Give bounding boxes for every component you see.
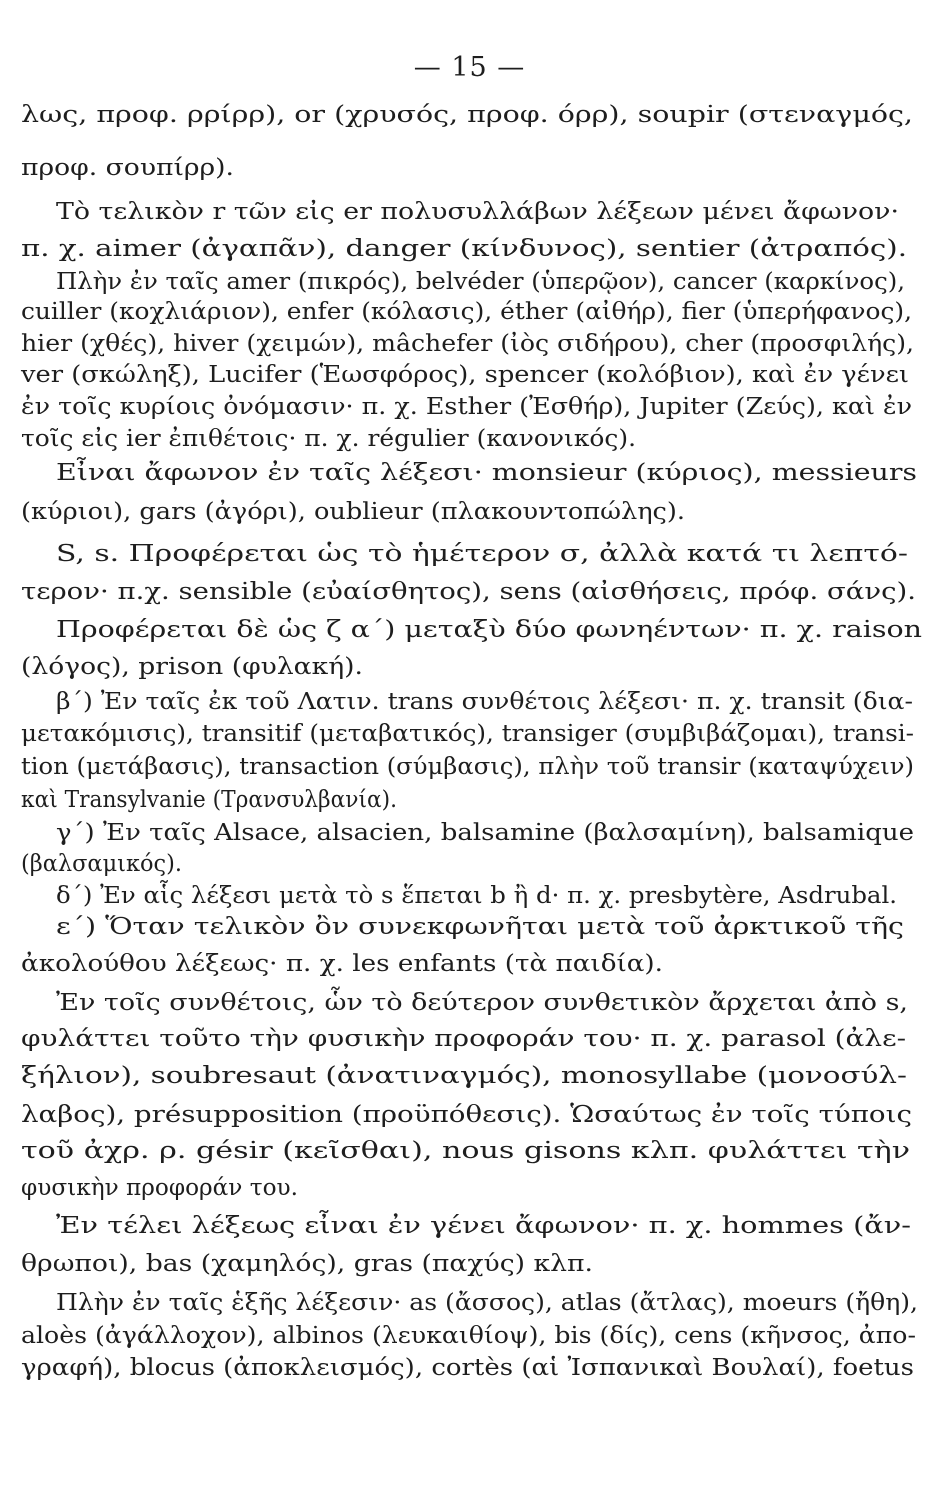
text-line: Τὸ τελικὸν r τῶν εἰς er πολυσυλλάβων λέξεων μένει ἄφωνον· [56, 197, 899, 225]
page-number: — 15 — [413, 52, 526, 83]
text-line: τοῦ ἀχρ. ρ. gésir (κεῖσθαι), nous gisons κλπ. φυλάττει τὴν [21, 1136, 911, 1164]
text-line: γ΄) Ἐν ταῖς Alsace, alsacien, balsamine (βαλσαμίνη), balsamique [56, 818, 915, 846]
text-line: cuiller (κοχλιάριον), enfer (κόλασις), éther (αἰθήρ), fier (ὑπερήφανος), [21, 297, 912, 325]
text-line: Ἐν τοῖς συνθέτοις, ὧν τὸ δεύτερον συνθετικὸν ἄρχεται ἀπὸ s, [56, 988, 908, 1016]
text-line: tion (μετάβασις), transaction (σύμβασις), πλὴν τοῦ transir (καταψύχειν) [21, 752, 914, 780]
text-line: τερον· π.χ. sensible (εὐαίσθητος), sens (αἰσθήσεις, πρόφ. σάνς). [21, 577, 916, 605]
text-line: δ΄) Ἐν αἷς λέξεσι μετὰ τὸ s ἕπεται b ἢ d· π. χ. presbytère, Asdrubal. [56, 881, 898, 909]
text-line: θρωποι), bas (χαμηλός), gras (παχύς) κλπ. [21, 1249, 593, 1277]
text-line: hier (χθές), hiver (χειμών), mâchefer (ἰὸς σιδήρου), cher (προσφιλής), [21, 329, 914, 357]
text-line: aloès (ἀγάλλοχον), albinos (λευκαιθίοψ), bis (δίς), cens (κῆνσος, ἀπο- [21, 1321, 916, 1349]
text-line: ver (σκώληξ), Lucifer (Ἑωσφόρος), spencer (κολόβιον), καὶ ἐν γένει [21, 360, 910, 388]
text-line: λως, προφ. ρρίρρ), or (χρυσός, προφ. όρρ), soupir (στεναγμός, [21, 100, 913, 128]
text-line: Πλὴν ἐν ταῖς ἑξῆς λέξεσιν· as (ἄσσος), atlas (ἄτλας), moeurs (ἤθη), [56, 1288, 918, 1316]
text-line: S, s. Προφέρεται ὡς τὸ ἡμέτερον σ, ἀλλὰ κατά τι λεπτό- [56, 539, 908, 567]
text-line: λαβος), présupposition (προϋπόθεσις). Ὡσαύτως ἐν τοῖς τύποις [21, 1100, 912, 1128]
text-line: Ἐν τέλει λέξεως εἶναι ἐν γένει ἄφωνον· π. χ. hommes (ἄν- [56, 1211, 911, 1239]
text-line: β΄) Ἐν ταῖς ἐκ τοῦ Λατιν. trans συνθέτοις λέξεσι· π. χ. transit (δια- [56, 687, 913, 715]
text-line: προφ. σουπίρρ). [21, 153, 235, 181]
text-line: φυσικὴν προφοράν του. [21, 1173, 298, 1201]
text-line: π. χ. aimer (ἀγαπᾶν), danger (κίνδυνος), sentier (ἀτραπός). [21, 234, 908, 262]
text-line: φυλάττει τοῦτο τὴν φυσικὴν προφοράν του· π. χ. parasol (ἀλε- [21, 1024, 907, 1052]
text-line: Πλὴν ἐν ταῖς amer (πικρός), belvéder (ὑπερῷον), cancer (καρκίνος), [56, 267, 905, 295]
text-line: μετακόμισις), transitif (μεταβατικός), transiger (συμβιβάζομαι), transi- [21, 719, 914, 747]
text-line: (λόγος), prison (φυλακή). [21, 652, 363, 680]
text-line: (βαλσαμικός). [21, 849, 182, 877]
text-line: (κύριοι), gars (ἀγόρι), oublieur (πλακουντοπώλης). [21, 497, 686, 525]
text-line: ξήλιον), soubresaut (ἀνατιναγμός), monosyllabe (μονοσύλ- [21, 1061, 907, 1089]
text-line: τοῖς εἰς ier ἐπιθέτοις· π. χ. régulier (κανονικός). [21, 424, 637, 452]
text-line: γραφή), blocus (ἀποκλεισμός), cortès (αἱ Ἰσπανικαὶ Βουλαί), foetus [21, 1353, 914, 1381]
text-line: ἐν τοῖς κυρίοις ὀνόμασιν· π. χ. Esther (Ἐσθήρ), Jupiter (Ζεύς), καὶ ἐν [21, 392, 913, 420]
text-line: ἀκολούθου λέξεως· π. χ. les enfants (τὰ παιδία). [21, 949, 663, 977]
text-line: καὶ Transylvanie (Τρανσυλβανία). [21, 785, 397, 813]
text-line: Προφέρεται δὲ ὡς ζ α΄) μεταξὺ δύο φωνηέντων· π. χ. raison [56, 615, 922, 643]
text-line: Εἶναι ἄφωνον ἐν ταῖς λέξεσι· monsieur (κύριος), messieurs [56, 458, 918, 486]
text-line: ε΄) Ὅταν τελικὸν ὂν συνεκφωνῆται μετὰ τοῦ ἀρκτικοῦ τῆς [56, 912, 904, 940]
